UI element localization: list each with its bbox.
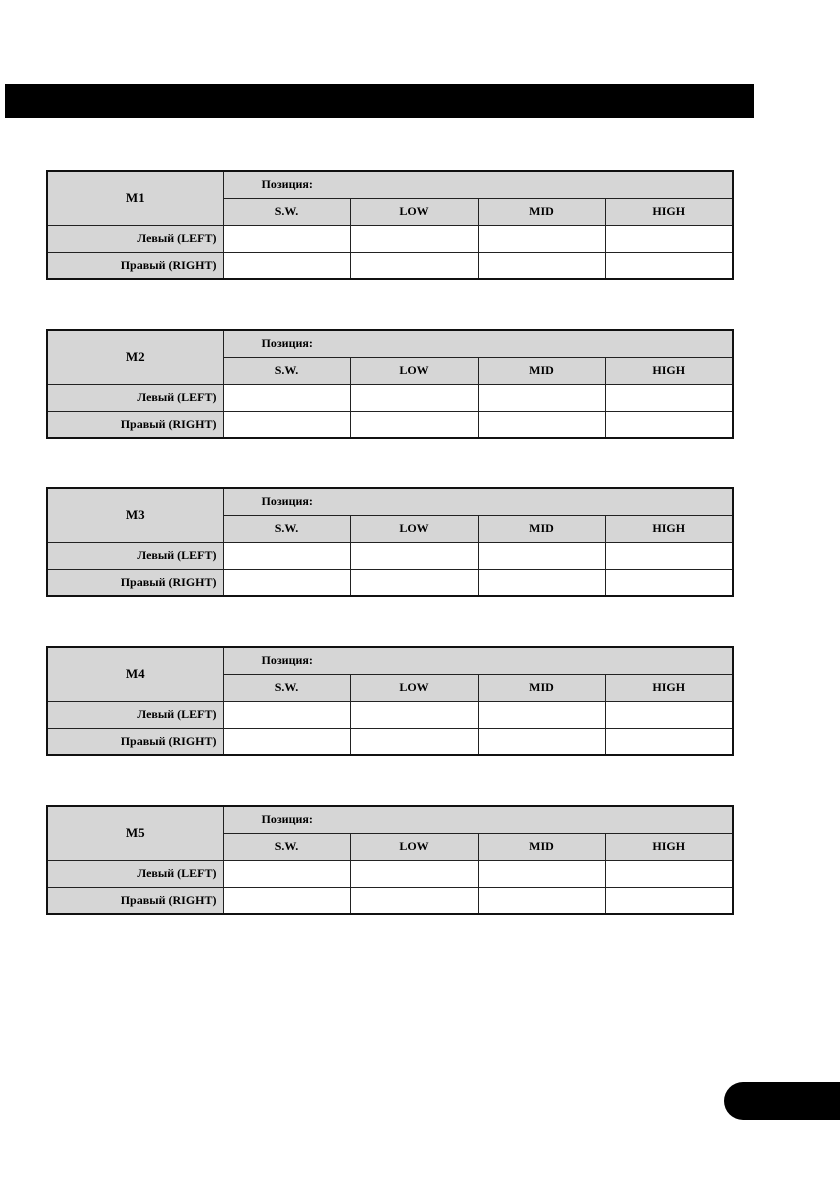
- entry-cell-left-low[interactable]: [350, 384, 478, 411]
- entry-cell-left-mid[interactable]: [478, 860, 605, 887]
- row-label-right: Правый (RIGHT): [47, 569, 223, 596]
- column-header-high: HIGH: [605, 515, 733, 542]
- entry-cell-left-high[interactable]: [605, 542, 733, 569]
- column-header-high: HIGH: [605, 674, 733, 701]
- page-number-tab: [724, 1082, 840, 1120]
- entry-cell-right-sw[interactable]: [223, 569, 350, 596]
- entry-cell-right-low[interactable]: [350, 887, 478, 914]
- column-header-sw: S.W.: [223, 515, 350, 542]
- entry-cell-left-high[interactable]: [605, 701, 733, 728]
- row-label-left: Левый (LEFT): [47, 701, 223, 728]
- column-header-low: LOW: [350, 198, 478, 225]
- entry-cell-right-low[interactable]: [350, 252, 478, 279]
- entry-cell-left-sw[interactable]: [223, 860, 350, 887]
- entry-cell-right-high[interactable]: [605, 728, 733, 755]
- entry-cell-left-low[interactable]: [350, 542, 478, 569]
- memory-label: M4: [47, 647, 223, 701]
- row-label-right: Правый (RIGHT): [47, 411, 223, 438]
- entry-cell-right-mid[interactable]: [478, 728, 605, 755]
- entry-cell-right-sw[interactable]: [223, 728, 350, 755]
- entry-cell-left-mid[interactable]: [478, 542, 605, 569]
- entry-cell-left-mid[interactable]: [478, 225, 605, 252]
- position-label: Позиция:: [223, 806, 733, 833]
- column-header-sw: S.W.: [223, 674, 350, 701]
- entry-cell-left-sw[interactable]: [223, 701, 350, 728]
- column-header-high: HIGH: [605, 833, 733, 860]
- entry-cell-right-mid[interactable]: [478, 411, 605, 438]
- entry-cell-right-sw[interactable]: [223, 887, 350, 914]
- position-label: Позиция:: [223, 488, 733, 515]
- memory-table-m5: [46, 805, 734, 915]
- memory-label: M1: [47, 171, 223, 225]
- column-header-low: LOW: [350, 674, 478, 701]
- entry-cell-right-sw[interactable]: [223, 411, 350, 438]
- entry-cell-right-low[interactable]: [350, 728, 478, 755]
- column-header-low: LOW: [350, 515, 478, 542]
- entry-cell-left-high[interactable]: [605, 860, 733, 887]
- column-header-mid: MID: [478, 833, 605, 860]
- entry-cell-left-low[interactable]: [350, 225, 478, 252]
- position-label: Позиция:: [223, 330, 733, 357]
- entry-cell-left-mid[interactable]: [478, 384, 605, 411]
- column-header-low: LOW: [350, 357, 478, 384]
- row-label-left: Левый (LEFT): [47, 225, 223, 252]
- entry-cell-right-high[interactable]: [605, 411, 733, 438]
- entry-cell-right-high[interactable]: [605, 569, 733, 596]
- entry-cell-left-low[interactable]: [350, 701, 478, 728]
- column-header-sw: S.W.: [223, 357, 350, 384]
- entry-cell-right-mid[interactable]: [478, 252, 605, 279]
- entry-cell-right-low[interactable]: [350, 411, 478, 438]
- entry-cell-right-high[interactable]: [605, 252, 733, 279]
- column-header-high: HIGH: [605, 198, 733, 225]
- row-label-left: Левый (LEFT): [47, 384, 223, 411]
- section-header-bar: [5, 84, 754, 118]
- column-header-mid: MID: [478, 674, 605, 701]
- memory-label: M3: [47, 488, 223, 542]
- memory-table-m1: [46, 170, 734, 280]
- column-header-sw: S.W.: [223, 198, 350, 225]
- row-label-right: Правый (RIGHT): [47, 252, 223, 279]
- entry-cell-right-mid[interactable]: [478, 569, 605, 596]
- column-header-sw: S.W.: [223, 833, 350, 860]
- memory-label: M2: [47, 330, 223, 384]
- column-header-mid: MID: [478, 515, 605, 542]
- entry-cell-right-sw[interactable]: [223, 252, 350, 279]
- entry-cell-left-high[interactable]: [605, 384, 733, 411]
- entry-cell-left-sw[interactable]: [223, 384, 350, 411]
- memory-table-m4: [46, 646, 734, 756]
- position-label: Позиция:: [223, 171, 733, 198]
- entry-cell-left-sw[interactable]: [223, 542, 350, 569]
- memory-table-m2: [46, 329, 734, 439]
- entry-cell-right-high[interactable]: [605, 887, 733, 914]
- row-label-left: Левый (LEFT): [47, 860, 223, 887]
- column-header-high: HIGH: [605, 357, 733, 384]
- column-header-mid: MID: [478, 357, 605, 384]
- row-label-right: Правый (RIGHT): [47, 728, 223, 755]
- memory-label: M5: [47, 806, 223, 860]
- entry-cell-left-low[interactable]: [350, 860, 478, 887]
- column-header-mid: MID: [478, 198, 605, 225]
- entry-cell-left-mid[interactable]: [478, 701, 605, 728]
- row-label-right: Правый (RIGHT): [47, 887, 223, 914]
- entry-cell-right-low[interactable]: [350, 569, 478, 596]
- entry-cell-left-sw[interactable]: [223, 225, 350, 252]
- position-label: Позиция:: [223, 647, 733, 674]
- column-header-low: LOW: [350, 833, 478, 860]
- entry-cell-left-high[interactable]: [605, 225, 733, 252]
- row-label-left: Левый (LEFT): [47, 542, 223, 569]
- entry-cell-right-mid[interactable]: [478, 887, 605, 914]
- memory-table-m3: [46, 487, 734, 597]
